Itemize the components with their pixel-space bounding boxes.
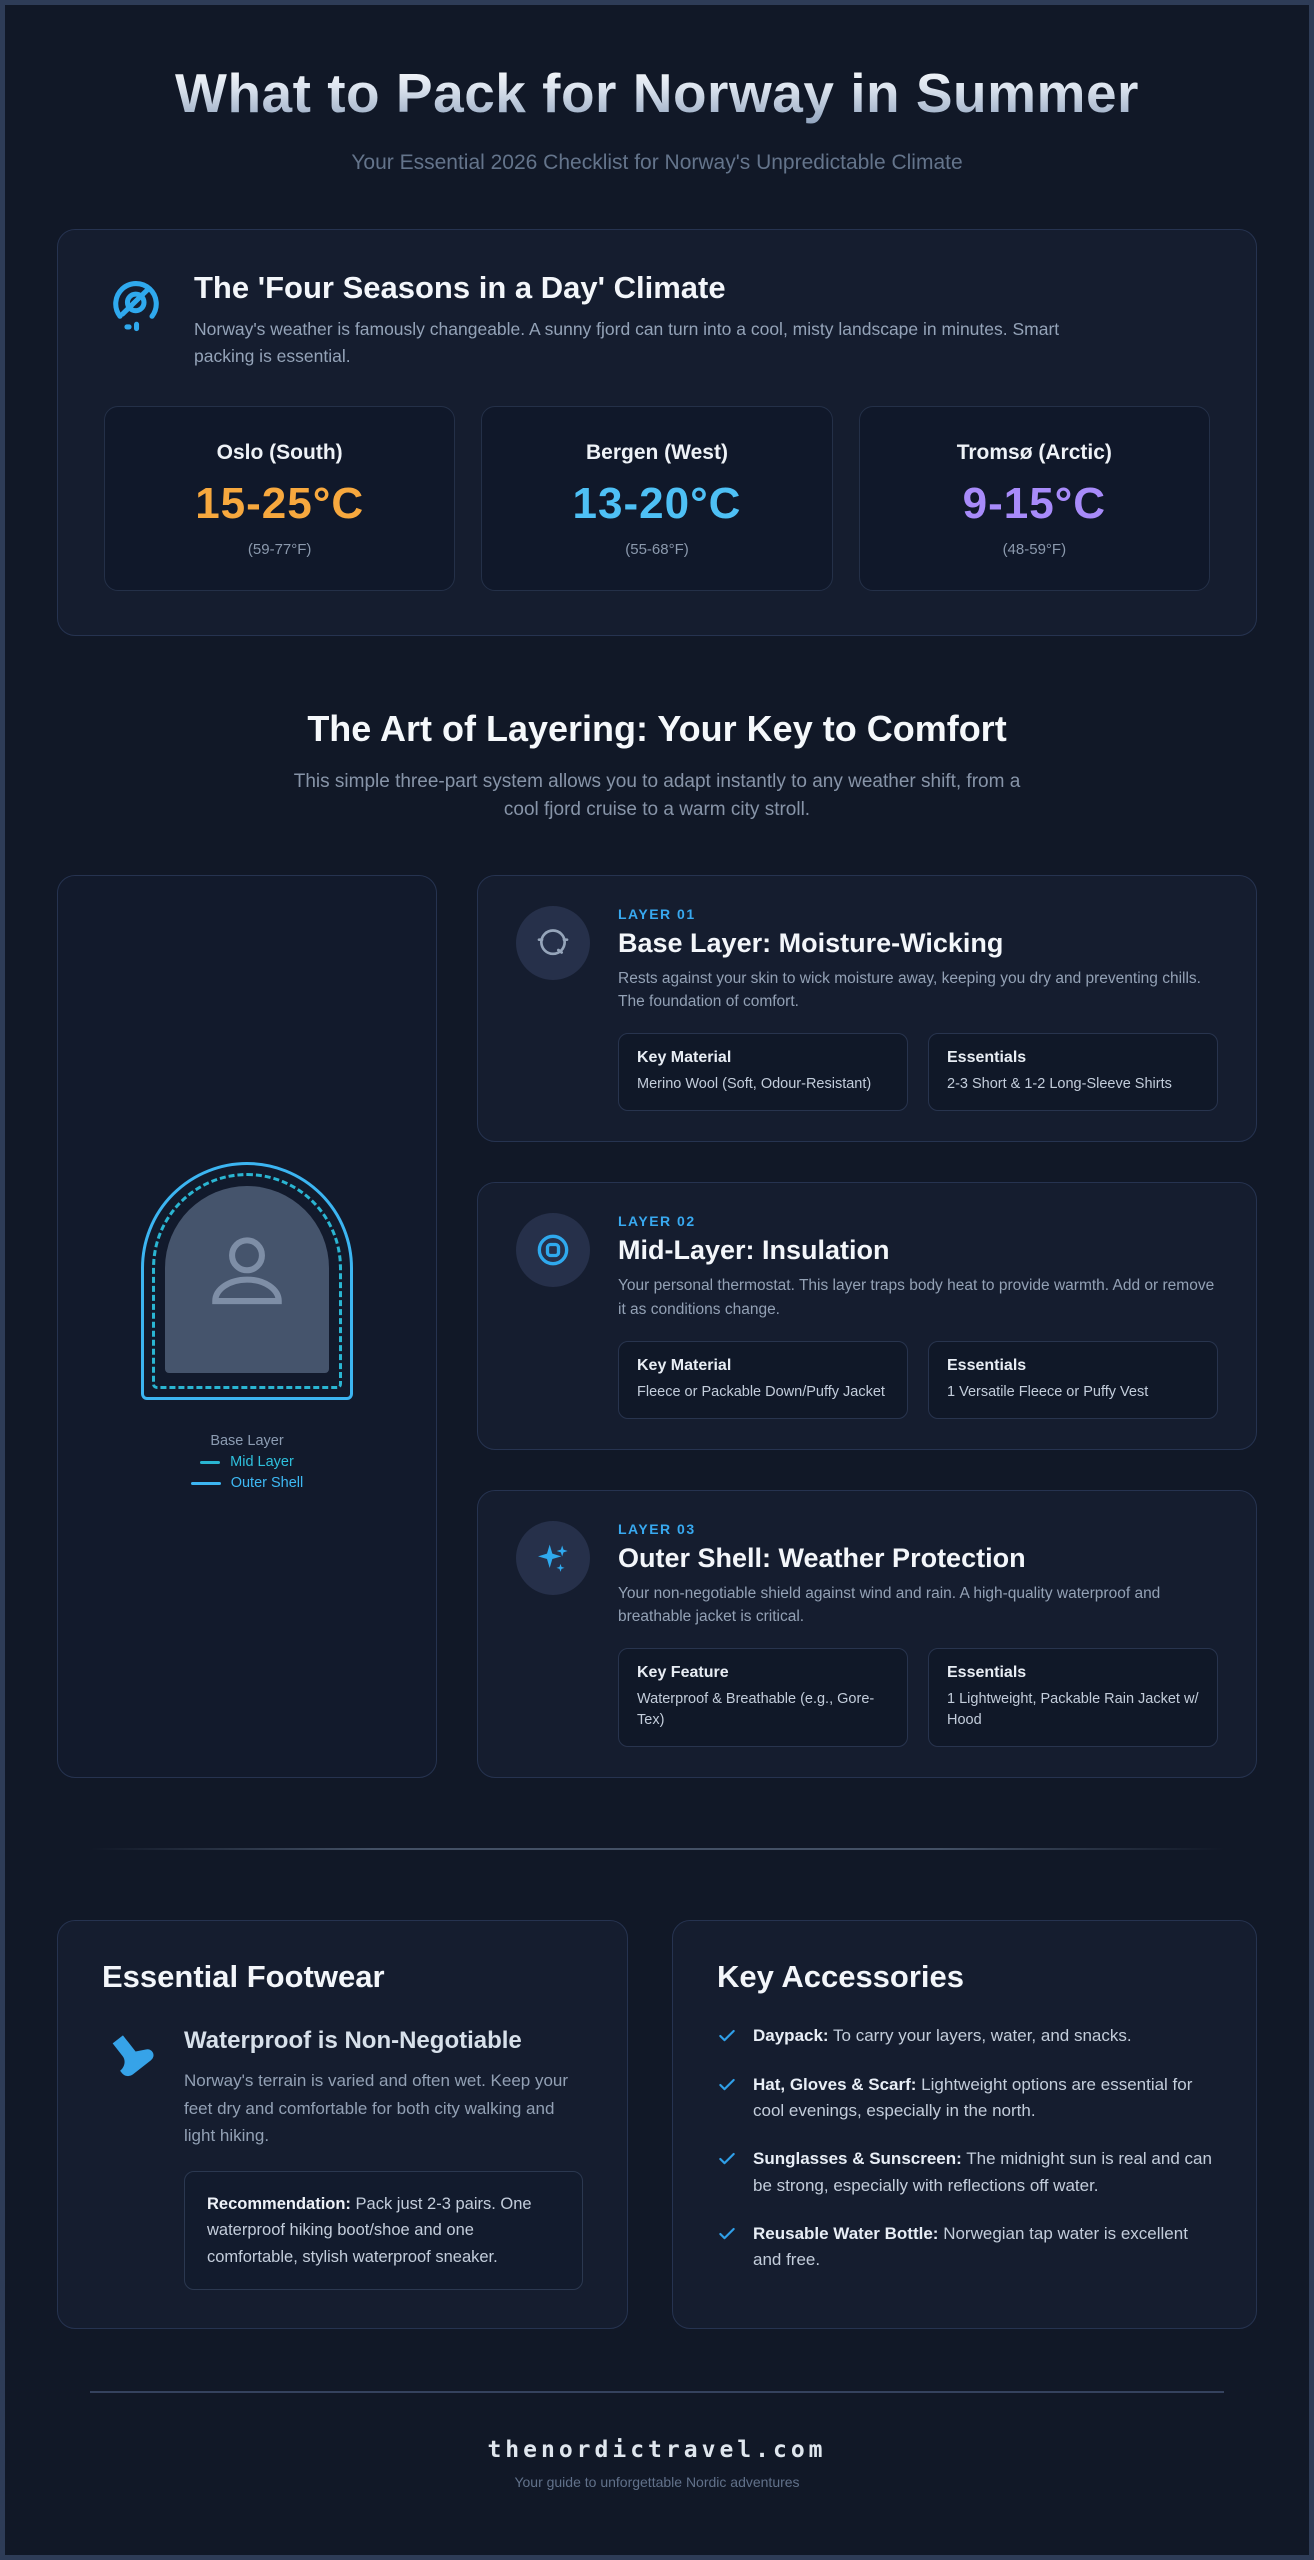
- recommendation-text: Pack just 2-3 pairs. One waterproof hiking boot/shoe and one comfortable, stylish waterproof sneaker.: [207, 2194, 532, 2266]
- footer-domain: thenordictravel.com: [487, 2437, 827, 2464]
- check-icon: [717, 2026, 737, 2046]
- temp-fahrenheit: (48-59°F): [1002, 540, 1067, 558]
- base-layer-shape: [165, 1186, 329, 1373]
- layer-description: Rests against your skin to wick moisture away, keeping you dry and preventing chills. The foundation of comfort.: [618, 969, 1201, 1011]
- check-icon: [717, 2075, 737, 2095]
- layer-description: Your non-negotiable shield against wind and rain. A high-quality waterproof and breathable jacket is critical.: [618, 1584, 1161, 1626]
- detail-value: Fleece or Packable Down/Puffy Jacket: [637, 1383, 885, 1400]
- layer-title: Mid-Layer: Insulation: [618, 1235, 890, 1266]
- footer-divider: [90, 2391, 1224, 2393]
- essentials-box: [928, 1033, 1218, 1111]
- temp-fahrenheit: (59-77°F): [247, 540, 312, 558]
- page-title: What to Pack for Norway in Summer: [127, 63, 1187, 125]
- recommendation-label: Recommendation:: [207, 2194, 351, 2213]
- layer-tag: LAYER 03: [618, 1520, 696, 1537]
- layer-icon-circle: [516, 1521, 590, 1595]
- temp-celsius: 13-20°C: [572, 478, 742, 528]
- layer-icon-circle: [516, 906, 590, 980]
- accessory-label: Sunglasses & Sunscreen:: [753, 2149, 962, 2169]
- accessory-text: Lightweight options are essential for cool evenings, especially in the north.: [753, 2074, 1193, 2121]
- layer-card-outer: [477, 1490, 1257, 1779]
- temp-celsius: 15-25°C: [195, 478, 365, 528]
- recommendation-box: [184, 2171, 583, 2290]
- layering-heading: The Art of Layering: Your Key to Comfort: [307, 707, 1007, 749]
- layer-title: Base Layer: Moisture-Wicking: [618, 927, 1004, 958]
- city-name: Tromsø (Arctic): [956, 440, 1112, 464]
- detail-value: Merino Wool (Soft, Odour-Resistant): [637, 1076, 872, 1093]
- temp-card-tromso: [859, 406, 1210, 591]
- boot-icon: [102, 2027, 158, 2083]
- accessory-text: The midnight sun is real and can be strong, especially with reflections off water.: [753, 2149, 1212, 2195]
- legend-base-label: Base Layer: [210, 1433, 284, 1450]
- layer-tag: LAYER 02: [618, 1213, 696, 1230]
- essentials-box: [928, 1648, 1218, 1747]
- sparkles-icon: [533, 1538, 573, 1578]
- list-item: [717, 2221, 1212, 2274]
- accessories-section: [672, 1920, 1257, 2329]
- temp-celsius: 9-15°C: [962, 478, 1107, 528]
- figure-legend: [191, 1428, 304, 1491]
- mid-layer-shape: [152, 1173, 342, 1389]
- essentials-box: [928, 1341, 1218, 1419]
- key-material-box: [618, 1033, 908, 1111]
- layer-tag: LAYER 01: [618, 905, 696, 922]
- footer-tagline: Your guide to unforgettable Nordic adventures: [514, 2474, 800, 2491]
- layering-grid: [57, 875, 1257, 1779]
- detail-value: 2-3 Short & 1-2 Long-Sleeve Shirts: [947, 1076, 1172, 1093]
- section-divider: [90, 1848, 1224, 1850]
- accessory-text: To carry your layers, water, and snacks.: [828, 2026, 1132, 2046]
- outer-shell-shape: [141, 1162, 353, 1400]
- check-icon: [717, 2149, 737, 2169]
- accessory-label: Reusable Water Bottle:: [753, 2224, 939, 2244]
- detail-value: 1 Lightweight, Packable Rain Jacket w/ Hood: [947, 1691, 1199, 1729]
- page-subtitle: Your Essential 2026 Checklist for Norway's Unpredictable Climate: [351, 150, 963, 174]
- detail-value: Waterproof & Breathable (e.g., Gore-Tex): [637, 1691, 875, 1729]
- accessory-label: Daypack:: [753, 2026, 829, 2046]
- temp-card-oslo: [104, 406, 455, 591]
- temp-fahrenheit: (55-68°F): [625, 540, 689, 558]
- layer-title: Outer Shell: Weather Protection: [618, 1542, 1026, 1573]
- gauge-icon: [104, 272, 168, 336]
- accessory-label: Hat, Gloves & Scarf:: [753, 2074, 917, 2094]
- footwear-description: Norway's terrain is varied and often wet. Keep your feet dry and comfortable for both city walking and light hiking.: [184, 2071, 569, 2145]
- detail-label: Essentials: [947, 1356, 1027, 1374]
- temp-card-bergen: [481, 406, 832, 591]
- detail-label: Key Material: [637, 1049, 732, 1067]
- mid-layer-dash-swatch: [200, 1461, 220, 1464]
- legend-mid-label: Mid Layer: [230, 1454, 294, 1471]
- footwear-heading: Essential Footwear: [102, 1959, 385, 1995]
- footwear-subheading: Waterproof is Non-Negotiable: [184, 2027, 522, 2055]
- city-name: Bergen (West): [586, 440, 728, 464]
- city-name: Oslo (South): [216, 440, 343, 464]
- climate-section: [57, 229, 1257, 636]
- list-item: [717, 2023, 1212, 2049]
- key-feature-box: [618, 1648, 908, 1747]
- key-material-box: [618, 1341, 908, 1419]
- legend-outer-label: Outer Shell: [230, 1475, 304, 1492]
- detail-label: Key Material: [637, 1356, 732, 1374]
- layer-card-base: [477, 875, 1257, 1143]
- layer-card-mid: [477, 1182, 1257, 1450]
- shirt-collar-icon: [533, 923, 573, 963]
- person-icon: [191, 1218, 303, 1330]
- footer: [5, 2437, 1309, 2490]
- temperature-grid: [104, 406, 1210, 591]
- outer-shell-dash-swatch: [191, 1482, 221, 1485]
- footwear-section: [57, 1920, 628, 2329]
- detail-label: Essentials: [947, 1049, 1027, 1067]
- accessories-heading: Key Accessories: [717, 1959, 965, 1995]
- detail-label: Essentials: [947, 1664, 1027, 1682]
- climate-heading: The 'Four Seasons in a Day' Climate: [194, 269, 726, 305]
- layering-subheading: This simple three-part system allows you to adapt instantly to any weather shift, from a cool fjord cruise to a warm city stroll.: [293, 770, 1021, 821]
- layering-figure: [57, 875, 437, 1779]
- accessories-list: [717, 2023, 1212, 2273]
- list-item: [717, 2072, 1212, 2125]
- detail-label: Key Feature: [637, 1664, 729, 1682]
- list-item: [717, 2146, 1212, 2199]
- climate-description: Norway's weather is famously changeable. A sunny fjord can turn into a cool, misty landscape in minutes. Smart packing is essential.: [194, 318, 1060, 366]
- check-icon: [717, 2224, 737, 2244]
- accessory-text: Norwegian tap water is excellent and free.: [753, 2224, 1188, 2270]
- detail-value: 1 Versatile Fleece or Puffy Vest: [947, 1383, 1149, 1400]
- layer-icon-circle: [516, 1213, 590, 1287]
- target-icon: [533, 1230, 573, 1270]
- layer-description: Your personal thermostat. This layer traps body heat to provide warmth. Add or remove it as conditions change.: [618, 1277, 1215, 1318]
